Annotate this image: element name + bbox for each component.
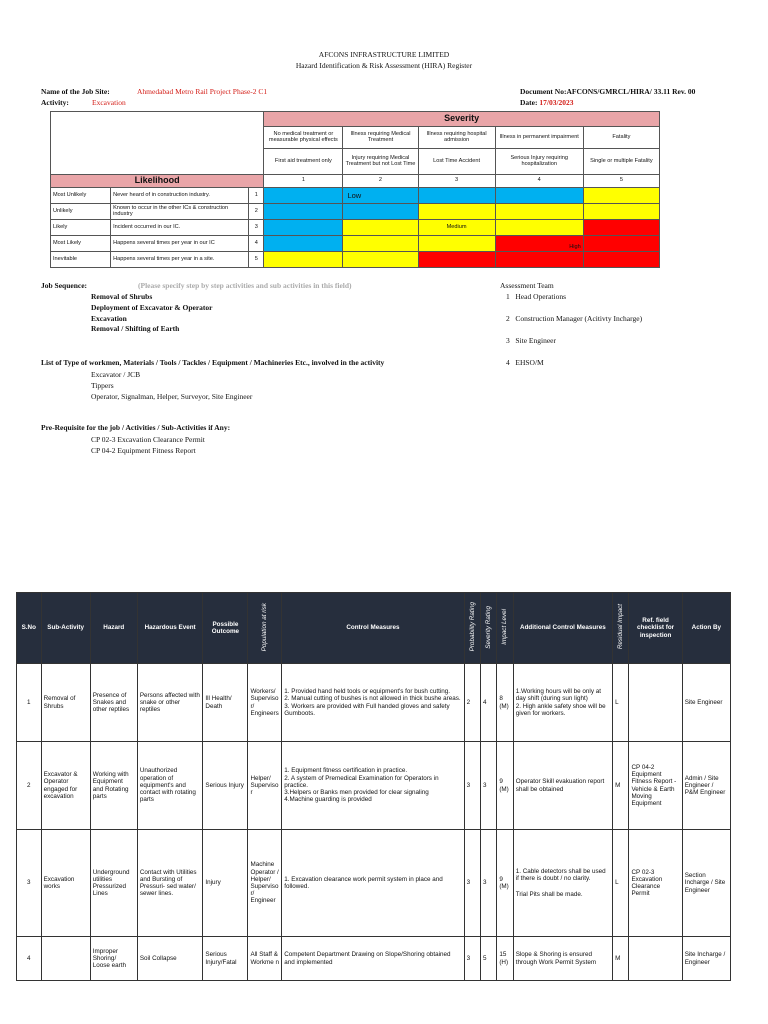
- col-header: Control Measures: [282, 593, 464, 664]
- col-header: Possible Outcome: [203, 593, 248, 664]
- col-header: Action By: [682, 593, 730, 664]
- cell-sno: 3: [17, 830, 42, 937]
- workmen-item: Operator, Signalman, Helper, Surveyor, Site Engineer: [91, 392, 253, 401]
- likelihood-name: Inevitable: [51, 252, 111, 268]
- likelihood-number: 3: [249, 220, 264, 236]
- severity-desc: Fatality: [583, 127, 659, 149]
- severity-desc: Illness requiring Medical Treatment: [343, 127, 418, 149]
- cell-hazard: Underground utilities Pressurized Lines: [90, 830, 137, 937]
- matrix-corner: [51, 112, 264, 175]
- col-header: Hazard: [90, 593, 137, 664]
- likelihood-desc: Known to occur in the other ICs & construction industry: [111, 204, 249, 220]
- likelihood-desc: Never heard of in construction industry.: [111, 188, 249, 204]
- cell-probability: 3: [464, 830, 480, 937]
- cell-ref-checklist: [629, 937, 682, 981]
- risk-cell-medium: [343, 252, 418, 268]
- document-date: Date: 17/03/2023: [520, 98, 574, 107]
- cell-residual: M: [613, 742, 629, 830]
- cell-outcome: Injury: [203, 830, 248, 937]
- workmen-item: Tippers: [91, 381, 114, 390]
- workmen-title: List of Type of workmen, Materials / Tools / Tackles / Equipment / Machineries Etc., involved in the activity: [41, 358, 385, 367]
- risk-cell-low: [343, 204, 418, 220]
- cell-event: Contact with Utilities and Bursting of Pressuri- sed water/ sewer lines.: [137, 830, 203, 937]
- cell-additional-controls: 1. Cable detectors shall be used if there is doubt / no clarity. Trial Pits shall be made.: [513, 830, 612, 937]
- col-header-vertical: Population at risk: [248, 593, 282, 664]
- cell-outcome: Ill Health/ Death: [203, 664, 248, 742]
- cell-action-by: Site Engineer: [682, 664, 730, 742]
- company-name: AFCONS INFRASTRUCTURE LIMITED: [318, 50, 450, 59]
- cell-control-measures: 1. Provided hand held tools or equipment's for bush cutting. 2. Manual cutting of bushes is not allowed in thick bushe areas. 3. Workers are provided with Full handed gloves and safety Gumboots.: [282, 664, 464, 742]
- risk-cell-low: [264, 204, 343, 220]
- site-value: Ahmedabad Metro Rail Project Phase-2 C1: [137, 87, 268, 96]
- table-row: [17, 937, 731, 981]
- cell-event: Unauthorized operation of equipment's and contact with rotating parts: [137, 742, 203, 830]
- job-step: Excavation: [91, 313, 127, 323]
- severity-number: 5: [583, 175, 659, 188]
- low-label: Low: [347, 190, 362, 200]
- cell-severity: 3: [480, 830, 496, 937]
- severity-outcome: Lost Time Accident: [418, 149, 495, 175]
- cell-residual: L: [613, 664, 629, 742]
- prereq-item: CP 02-3 Excavation Clearance Permit: [91, 435, 205, 444]
- severity-desc: Illness requiring hospital admission: [418, 127, 495, 149]
- severity-outcome: Single or multiple Fatality: [583, 149, 659, 175]
- cell-population: All Staff & Workme n: [248, 937, 282, 981]
- risk-cell-high: [495, 252, 583, 268]
- col-header-vertical: Impact Level: [497, 593, 513, 664]
- cell-ref-checklist: CP 04-2 Equipment Fitness Report - Vehicle & Earth Moving Equipment: [629, 742, 682, 830]
- cell-impact: 8 (M): [497, 664, 513, 742]
- job-step: Removal / Shifting of Earth: [91, 324, 180, 334]
- cell-sno: 2: [17, 742, 42, 830]
- cell-sno: 4: [17, 937, 42, 981]
- col-header: Hazardous Event: [137, 593, 203, 664]
- risk-cell-medium: [343, 236, 418, 252]
- cell-outcome: Serious Injury: [203, 742, 248, 830]
- risk-cell-low: [264, 220, 343, 236]
- cell-additional-controls: Operator Skill evakuation report shall be obtained: [513, 742, 612, 830]
- cell-action-by: Site Incharge / Engineer: [682, 937, 730, 981]
- severity-number: 3: [418, 175, 495, 188]
- cell-action-by: Admin / Site Engineer / P&M Engineer: [682, 742, 730, 830]
- cell-severity: 4: [480, 664, 496, 742]
- risk-matrix: [50, 111, 660, 268]
- likelihood-name: Likely: [51, 220, 111, 236]
- medium-label: Medium: [446, 223, 467, 230]
- workmen-item: Excavator / JCB: [91, 370, 141, 379]
- cell-hazard: Improper Shoring/ Loose earth: [90, 937, 137, 981]
- job-sequence-list: [91, 292, 213, 335]
- likelihood-number: 2: [249, 204, 264, 220]
- likelihood-number: 4: [249, 236, 264, 252]
- assessment-team-title: Assessment Team: [500, 281, 554, 290]
- risk-cell-medium: [495, 204, 583, 220]
- team-member: 1 Head Operations: [506, 292, 566, 301]
- cell-event: Persons affected with snake or other reptiles: [137, 664, 203, 742]
- likelihood-number: 5: [249, 252, 264, 268]
- likelihood-desc: Incident occurred in our IC.: [111, 220, 249, 236]
- cell-control-measures: Competent Department Drawing on Slope/Shoring obtained and implemented: [282, 937, 464, 981]
- cell-probability: 2: [464, 664, 480, 742]
- col-header-vertical: Probability Rating: [464, 593, 480, 664]
- risk-cell-medium: [418, 236, 495, 252]
- col-header: Additional Control Measures: [513, 593, 612, 664]
- risk-cell-high: [583, 252, 659, 268]
- prereq-item: CP 04-2 Equipment Fitness Report: [91, 446, 196, 455]
- cell-probability: 3: [464, 742, 480, 830]
- severity-title: Severity: [264, 112, 660, 127]
- cell-population: Helper/ Superviso r: [248, 742, 282, 830]
- risk-cell-low: [264, 188, 343, 204]
- risk-cell-medium: [583, 188, 659, 204]
- severity-outcome: Injury requiring Medical Treatment but not Lost Time: [343, 149, 418, 175]
- activity-label: Activity:: [41, 98, 69, 107]
- risk-cell-low: [343, 188, 418, 204]
- likelihood-number: 1: [249, 188, 264, 204]
- cell-sub-activity: [41, 937, 90, 981]
- severity-outcome: Serious Injury requiring hospitalization: [495, 149, 583, 175]
- register-title: Hazard Identification & Risk Assessment (HIRA) Register: [295, 61, 473, 70]
- risk-cell-low: [264, 236, 343, 252]
- col-header-vertical: Severity Rating: [480, 593, 496, 664]
- risk-cell-medium: [583, 204, 659, 220]
- col-header: S.No: [17, 593, 42, 664]
- cell-sno: 1: [17, 664, 42, 742]
- cell-additional-controls: 1.Working hours will be only at day shift (during sun light) 2. High ankle safety shoe will be given for workers.: [513, 664, 612, 742]
- likelihood-desc: Happens several times per year in a site.: [111, 252, 249, 268]
- job-step: Removal of Shrubs: [91, 292, 153, 301]
- cell-additional-controls: Slope & Shoring is ensured through Work Permit System: [513, 937, 612, 981]
- cell-outcome: Serious Injury/Fatal: [203, 937, 248, 981]
- risk-cell-high: [418, 252, 495, 268]
- cell-ref-checklist: [629, 664, 682, 742]
- cell-control-measures: 1. Equipment fitness certification in practice. 2. A system of Premedical Examination for Operators in practice. 3.Helpers or Banks men provided for clear signaling 4.Machine guarding is provided: [282, 742, 464, 830]
- risk-cell-medium: [418, 220, 495, 236]
- team-member: 3 Site Engineer: [506, 336, 556, 345]
- risk-cell-medium: [495, 220, 583, 236]
- cell-impact: 9 (M): [497, 830, 513, 937]
- hazard-table: [16, 592, 731, 981]
- severity-number: 4: [495, 175, 583, 188]
- prereq-list: [91, 434, 205, 456]
- col-header: Sub-Activity: [41, 593, 90, 664]
- team-member: 4 EHSO/M: [506, 358, 544, 367]
- severity-desc: No medical treatment or measurable physical effects: [264, 127, 343, 149]
- cell-severity: 5: [480, 937, 496, 981]
- risk-cell-medium: [343, 220, 418, 236]
- risk-cell-high: [495, 236, 583, 252]
- risk-cell-medium: [264, 252, 343, 268]
- cell-hazard: Working with Equipment and Rotating parts: [90, 742, 137, 830]
- risk-cell-low: [418, 188, 495, 204]
- cell-severity: 3: [480, 742, 496, 830]
- cell-impact: 15 (H): [497, 937, 513, 981]
- activity-value: Excavation: [92, 98, 126, 107]
- job-step: Deployment of Excavator & Operator: [91, 302, 213, 312]
- cell-population: Workers/ Superviso r/ Engineers: [248, 664, 282, 742]
- prereq-title: Pre-Requisite for the job / Activities / Sub-Activities if Any:: [41, 423, 231, 432]
- job-sequence-hint: (Please specify step by step activities and sub activities in this field): [138, 281, 352, 290]
- high-label: High: [569, 244, 581, 251]
- cell-action-by: Section Incharge / Site Engineer: [682, 830, 730, 937]
- job-sequence-label: Job Sequence:: [41, 281, 88, 290]
- likelihood-name: Most Likely: [51, 236, 111, 252]
- cell-residual: M: [613, 937, 629, 981]
- cell-sub-activity: Removal of Shrubs: [41, 664, 90, 742]
- cell-sub-activity: Excavator & Operator engaged for excavation: [41, 742, 90, 830]
- likelihood-title: Likelihood: [51, 175, 264, 188]
- table-row: [17, 664, 731, 742]
- cell-probability: 3: [464, 937, 480, 981]
- risk-cell-medium: [418, 204, 495, 220]
- cell-impact: 9 (M): [497, 742, 513, 830]
- severity-number: 1: [264, 175, 343, 188]
- likelihood-name: Most Unlikely: [51, 188, 111, 204]
- cell-event: Soil Collapse: [137, 937, 203, 981]
- risk-cell-high: [583, 220, 659, 236]
- cell-hazard: Presence of Snakes and other reptiles: [90, 664, 137, 742]
- table-row: [17, 830, 731, 937]
- team-member: 2 Construction Manager (Acitivty Incharge): [506, 314, 643, 323]
- col-header-vertical: Residual Impact: [613, 593, 629, 664]
- risk-cell-low: [495, 188, 583, 204]
- cell-residual: L: [613, 830, 629, 937]
- cell-sub-activity: Excavation works: [41, 830, 90, 937]
- table-row: [17, 742, 731, 830]
- col-header: Ref. field checklist for inspection: [629, 593, 682, 664]
- risk-cell-high: [583, 236, 659, 252]
- cell-population: Machine Operator / Helper/ Superviso r/ Engineer: [248, 830, 282, 937]
- cell-control-measures: 1. Excavation clearance work permit system in place and followed.: [282, 830, 464, 937]
- likelihood-desc: Happens several times per year in our IC: [111, 236, 249, 252]
- document-number: Document No:AFCONS/GMRCL/HIRA/ 33.11 Rev. 00: [520, 87, 696, 96]
- workmen-list: [91, 369, 252, 402]
- cell-ref-checklist: CP 02-3 Excavation Clearance Permit: [629, 830, 682, 937]
- likelihood-name: Unlikely: [51, 204, 111, 220]
- severity-outcome: First aid treatment only: [264, 149, 343, 175]
- severity-desc: Illness in permanent impairment: [495, 127, 583, 149]
- site-label: Name of the Job Site:: [41, 87, 110, 96]
- severity-number: 2: [343, 175, 418, 188]
- table-header-row: [17, 593, 731, 664]
